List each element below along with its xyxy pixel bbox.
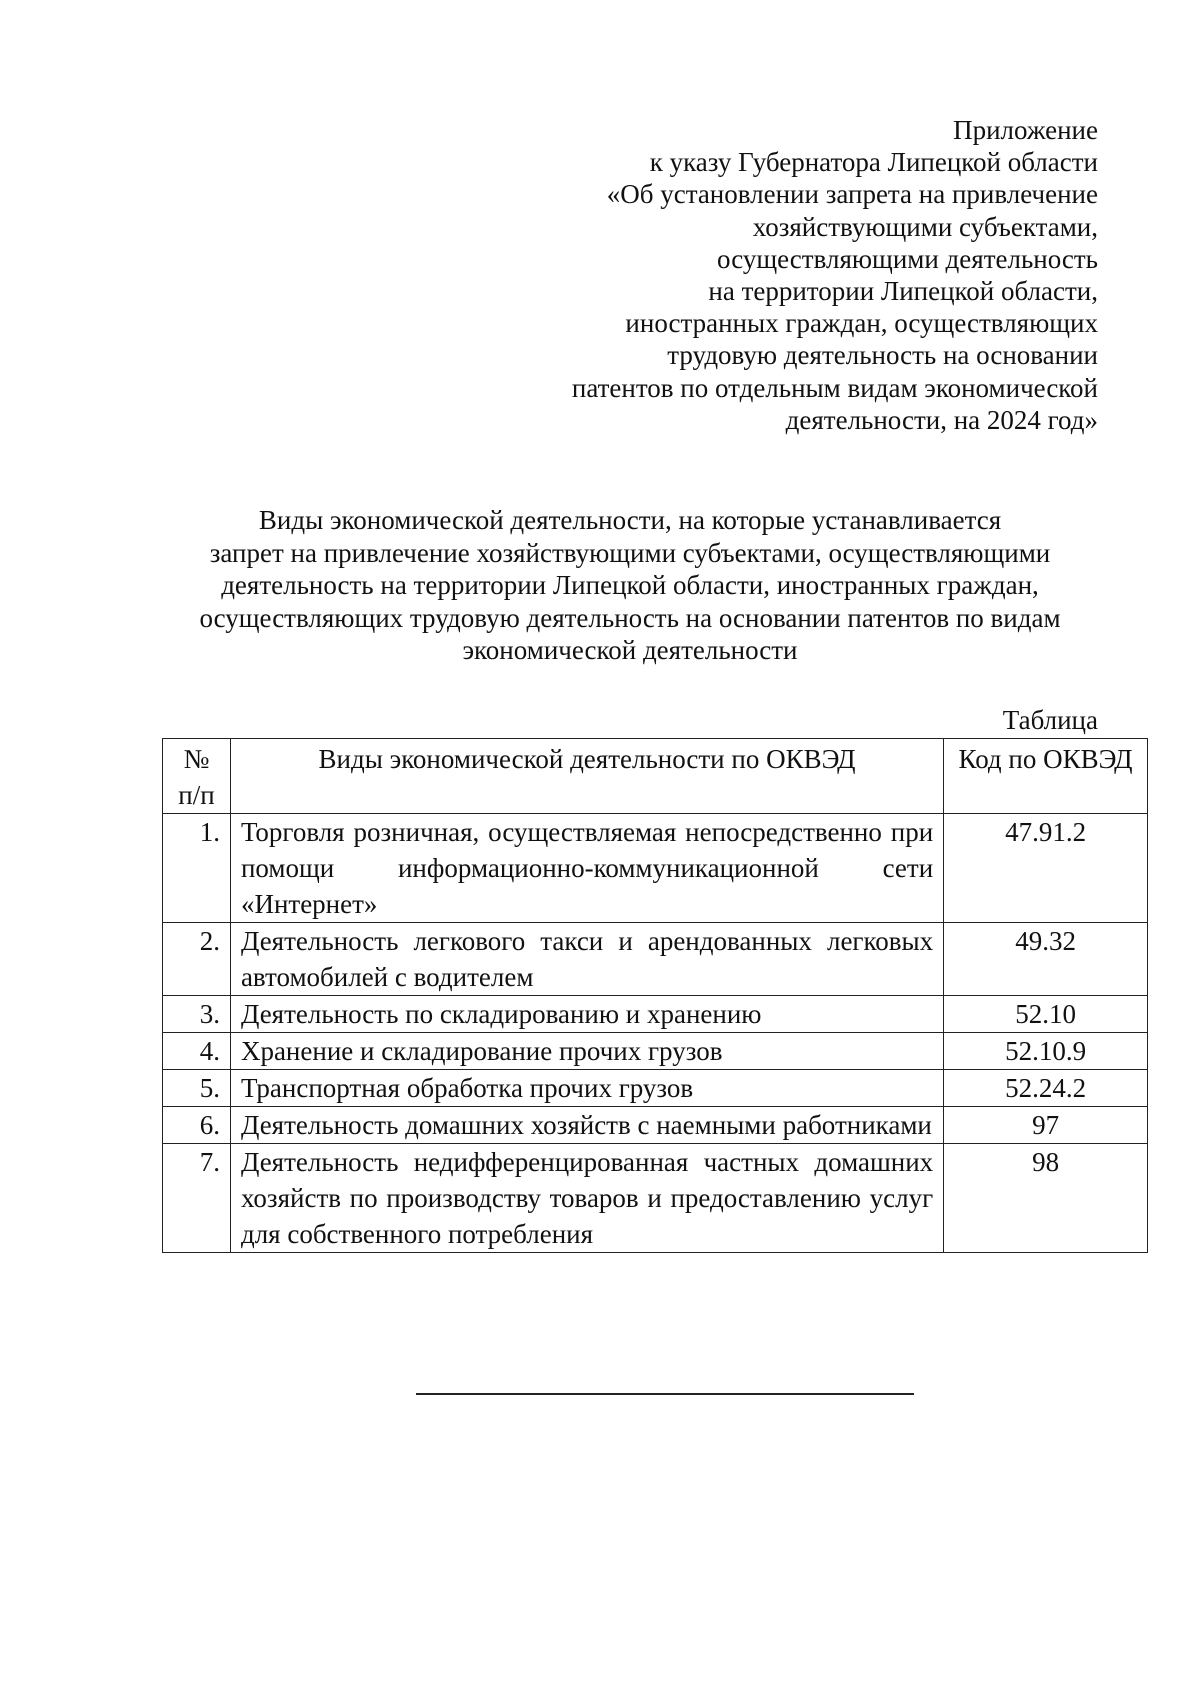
appendix-line: «Об установлении запрета на привлечение — [606, 179, 1098, 210]
document-heading — [160, 504, 1100, 667]
heading-line: Виды экономической деятельности, на которые устанавливается — [258, 505, 1002, 535]
appendix-line: к указу Губернатора Липецкой области — [649, 147, 1098, 178]
row-num: 7. — [163, 1144, 231, 1253]
row-name: Деятельность легкового такси и арендованных легковых автомобилей с водителем — [230, 923, 943, 996]
row-num: 5. — [163, 1070, 231, 1107]
table-row — [163, 1107, 1148, 1144]
appendix-line: Приложение — [953, 115, 1098, 145]
table-row — [163, 923, 1148, 996]
header-code: Код по ОКВЭД — [944, 739, 1148, 814]
row-num: 4. — [163, 1033, 231, 1070]
row-num: 1. — [163, 814, 231, 923]
table-row — [163, 1070, 1148, 1107]
okved-table — [162, 738, 1148, 1253]
row-code: 47.91.2 — [944, 814, 1148, 923]
appendix-line: патентов по отдельным видам экономической — [571, 372, 1098, 403]
table-row — [163, 1144, 1148, 1253]
row-num: 3. — [163, 996, 231, 1033]
row-code: 52.10.9 — [944, 1033, 1148, 1070]
table-row — [163, 1033, 1148, 1070]
row-num: 2. — [163, 923, 231, 996]
appendix-line: трудовую деятельность на основании — [667, 340, 1098, 371]
heading-line: экономической деятельности — [462, 635, 798, 666]
row-code: 49.32 — [944, 923, 1148, 996]
row-name: Деятельность недифференцированная частных домашних хозяйств по производству товаров и предоставлению услуг для собственного потребления — [230, 1144, 943, 1253]
appendix-line: осуществляющими деятельность — [717, 243, 1098, 274]
table-row — [163, 996, 1148, 1033]
row-code: 52.24.2 — [944, 1070, 1148, 1107]
table-caption: Таблица — [1002, 705, 1098, 735]
heading-line: запрет на привлечение хозяйствующими субъектами, осуществляющими — [209, 537, 1051, 568]
row-num: 6. — [163, 1107, 231, 1144]
appendix-line: хозяйствующими субъектами, — [752, 211, 1098, 242]
heading-line: осуществляющих трудовую деятельность на основании патентов по видам — [199, 602, 1061, 633]
header-name: Виды экономической деятельности по ОКВЭД — [230, 739, 943, 814]
appendix-line: на территории Липецкой области, — [708, 276, 1098, 307]
appendix-line: деятельности, на 2024 год» — [785, 404, 1098, 435]
appendix-line: иностранных граждан, осуществляющих — [625, 308, 1098, 339]
appendix-block — [478, 114, 1098, 436]
table-row — [163, 814, 1148, 923]
row-code: 97 — [944, 1107, 1148, 1144]
row-name: Торговля розничная, осуществляемая непосредственно при помощи информационно-коммуникационной сети «Интернет» — [230, 814, 943, 923]
row-code: 52.10 — [944, 996, 1148, 1033]
header-num: № п/п — [163, 739, 231, 814]
row-name: Транспортная обработка прочих грузов — [230, 1070, 943, 1107]
table-header-row — [163, 739, 1148, 814]
closing-divider-line — [416, 1393, 914, 1395]
row-name: Хранение и складирование прочих грузов — [230, 1033, 943, 1070]
row-name: Деятельность домашних хозяйств с наемными работниками — [230, 1107, 943, 1144]
row-code: 98 — [944, 1144, 1148, 1253]
row-name: Деятельность по складированию и хранению — [230, 996, 943, 1033]
heading-line: деятельность на территории Липецкой области, иностранных граждан, — [221, 570, 1039, 601]
